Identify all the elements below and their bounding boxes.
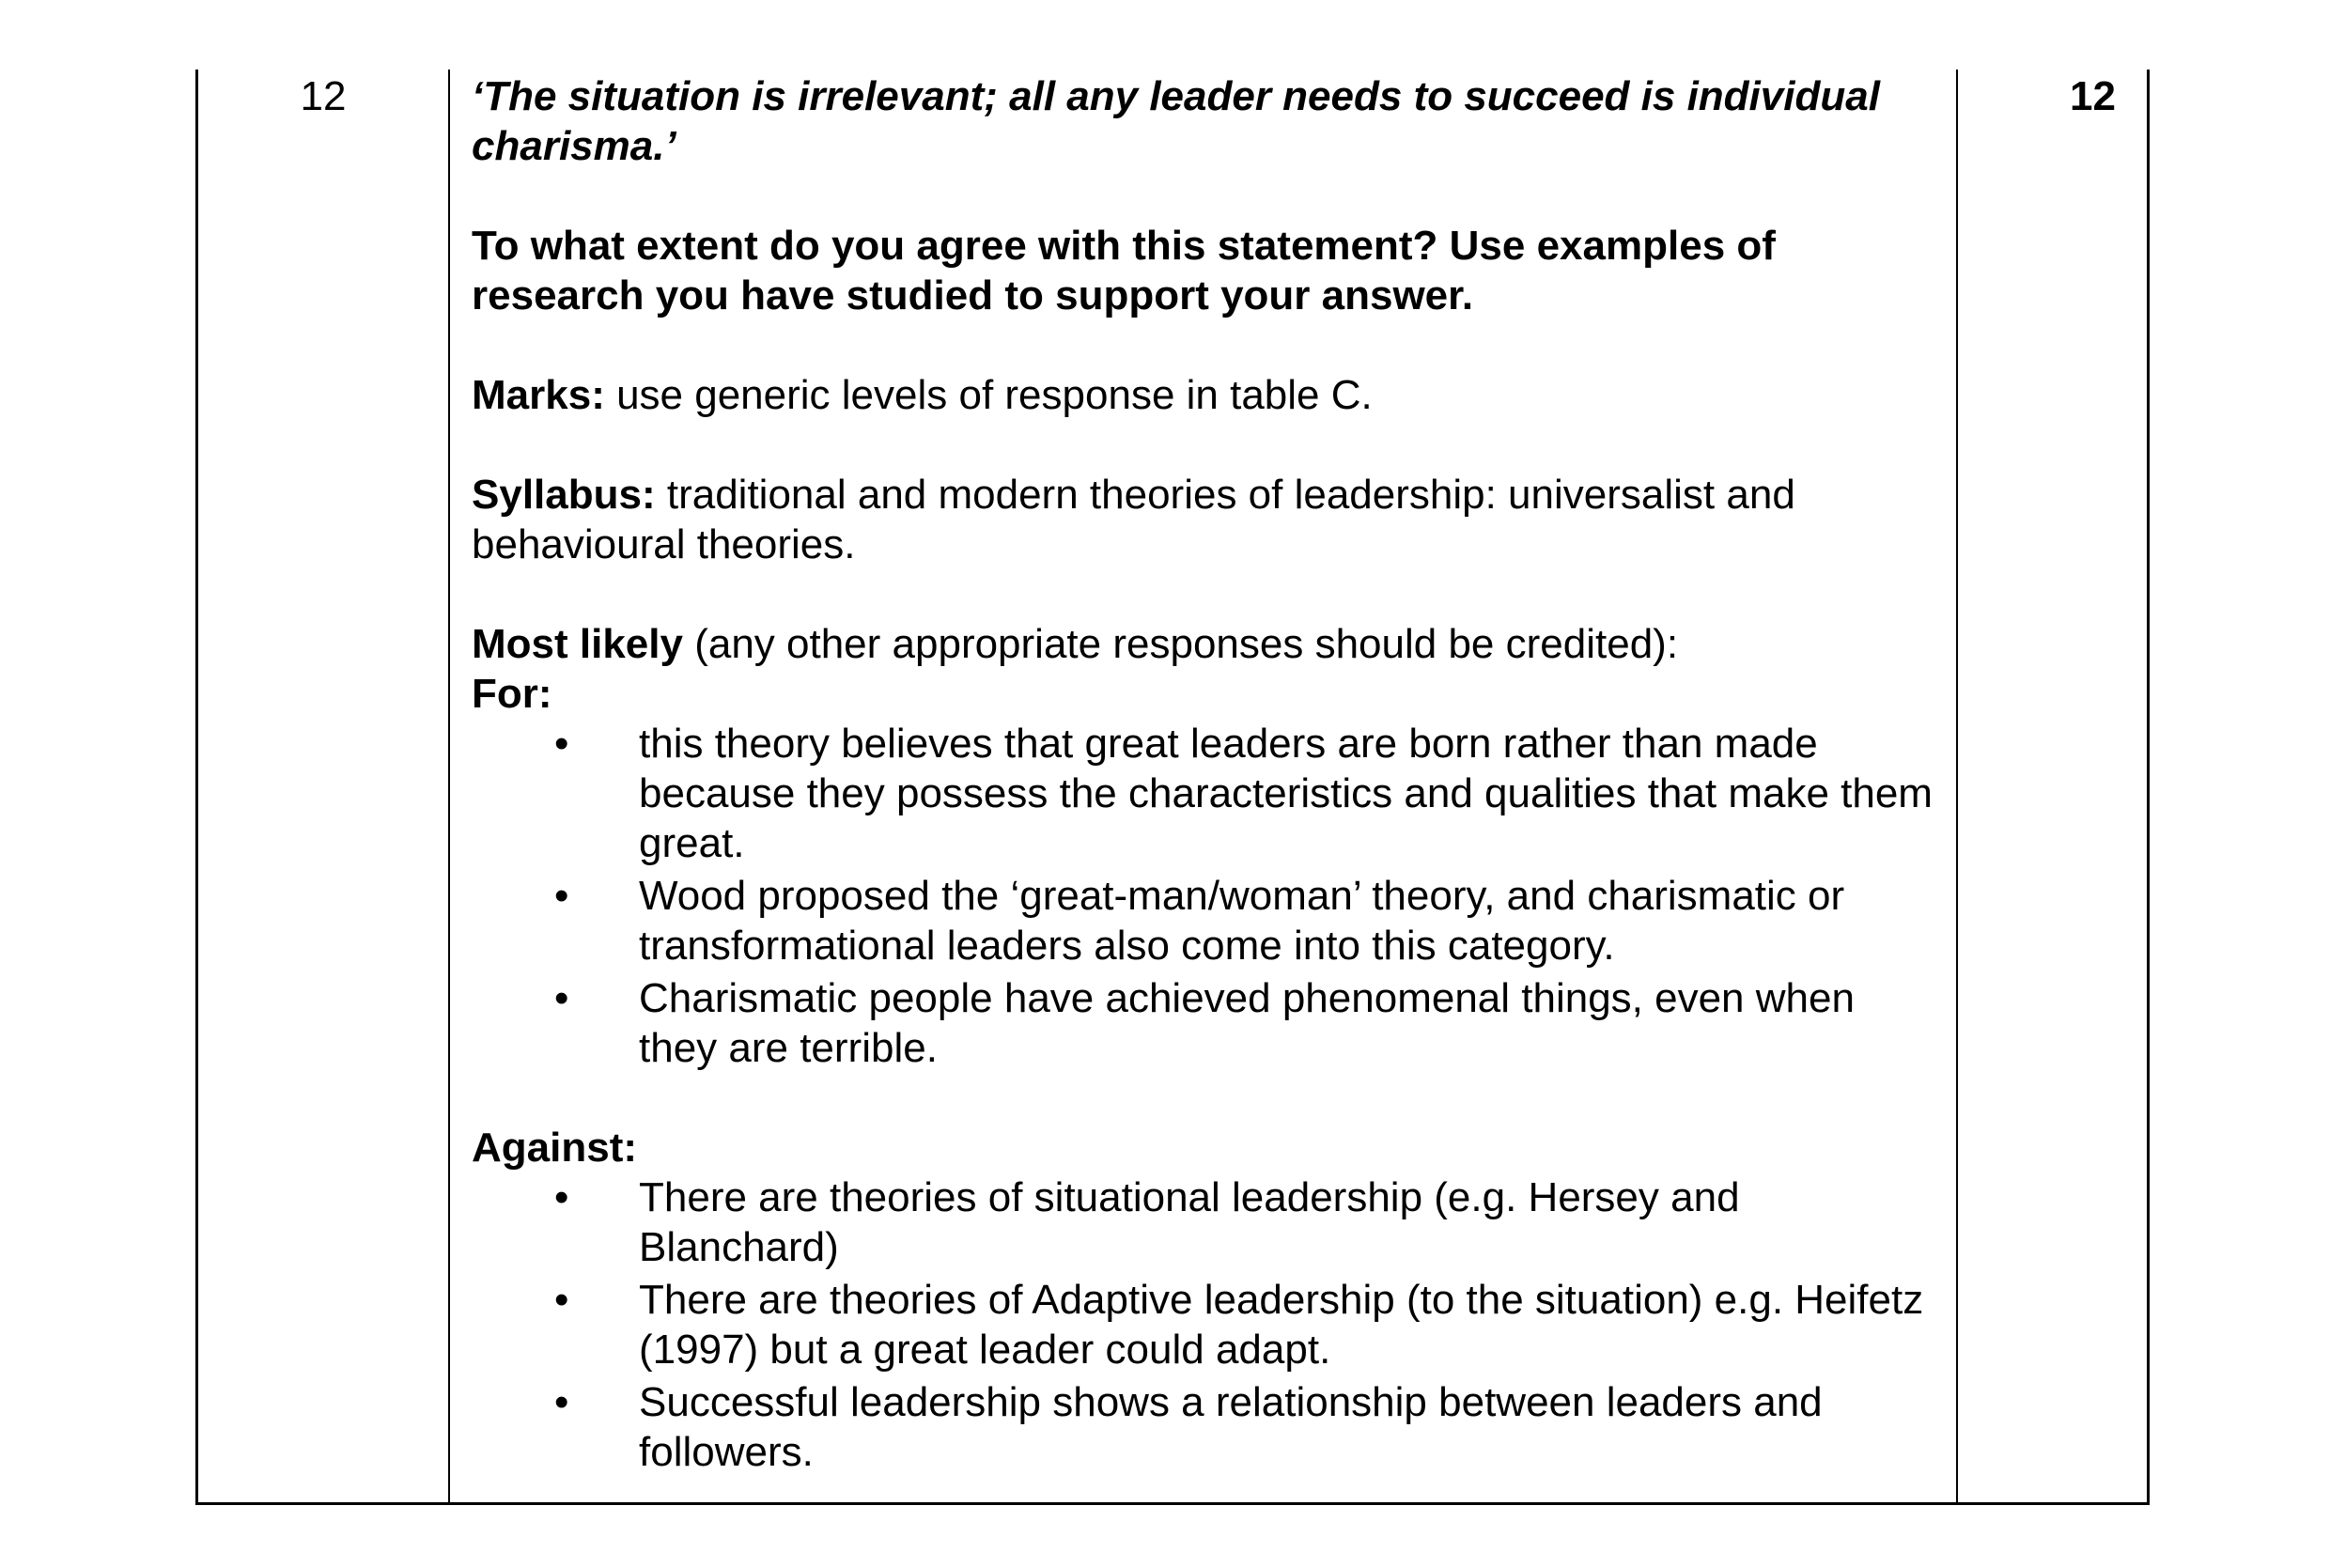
against-heading xyxy=(472,1123,1937,1172)
most-likely-text: (any other appropriate responses should be credited): xyxy=(682,621,1679,667)
list-item xyxy=(472,973,1937,1073)
bullet-icon: • xyxy=(554,1277,569,1323)
list-item-text: Charismatic people have achieved phenomenal things, even when they are terrible. xyxy=(639,975,1855,1071)
against-list xyxy=(472,1172,1937,1477)
list-item xyxy=(472,1275,1937,1374)
for-heading xyxy=(472,669,1937,719)
list-item xyxy=(472,719,1937,868)
marks-line xyxy=(472,370,1937,420)
list-item xyxy=(472,871,1937,970)
question-quote: ‘The situation is irrelevant; all any leader needs to succeed is individual charisma.’ xyxy=(472,73,1880,169)
list-item-text: Wood proposed the ‘great-man/woman’ theory, and charismatic or transformational leaders also come into this category. xyxy=(639,873,1845,969)
list-item-text: There are theories of Adaptive leadership (to the situation) e.g. Heifetz (1997) but a great leader could adapt. xyxy=(639,1277,1924,1373)
question-text: To what extent do you agree with this statement? Use examples of research you have studied to support your answer. xyxy=(472,223,1776,318)
list-item-text: There are theories of situational leadership (e.g. Hersey and Blanchard) xyxy=(639,1174,1740,1270)
bullet-icon: • xyxy=(554,1174,569,1220)
column-divider xyxy=(448,70,450,1502)
list-item xyxy=(472,1172,1937,1272)
most-likely-label: Most likely xyxy=(472,621,683,667)
marks-text: use generic levels of response in table C. xyxy=(604,372,1373,418)
syllabus-text: traditional and modern theories of leadership: universalist and behavioural theories. xyxy=(472,472,1795,567)
syllabus-label: Syllabus: xyxy=(472,472,656,518)
bullet-icon: • xyxy=(554,975,569,1021)
for-label: For: xyxy=(472,671,552,717)
list-item-text: Successful leadership shows a relationship between leaders and followers. xyxy=(639,1379,1823,1475)
bullet-icon: • xyxy=(554,873,569,919)
column-divider xyxy=(1956,70,1958,1502)
answer-cell xyxy=(472,71,1937,1480)
marks-cell xyxy=(1958,71,2146,122)
for-list xyxy=(472,719,1937,1073)
bullet-icon: • xyxy=(554,1379,569,1425)
question-number: 12 xyxy=(300,73,347,119)
list-item-text: this theory believes that great leaders are born rather than made because they possess the characteristics and qualities that make them great. xyxy=(639,721,1933,866)
most-likely-line xyxy=(472,619,1937,669)
marks-label: Marks: xyxy=(472,372,605,418)
against-label: Against: xyxy=(472,1125,637,1171)
mark-scheme-table xyxy=(195,70,2150,1505)
syllabus-line xyxy=(472,470,1937,569)
bullet-icon: • xyxy=(554,721,569,767)
total-marks: 12 xyxy=(2070,73,2116,119)
list-item xyxy=(472,1377,1937,1477)
